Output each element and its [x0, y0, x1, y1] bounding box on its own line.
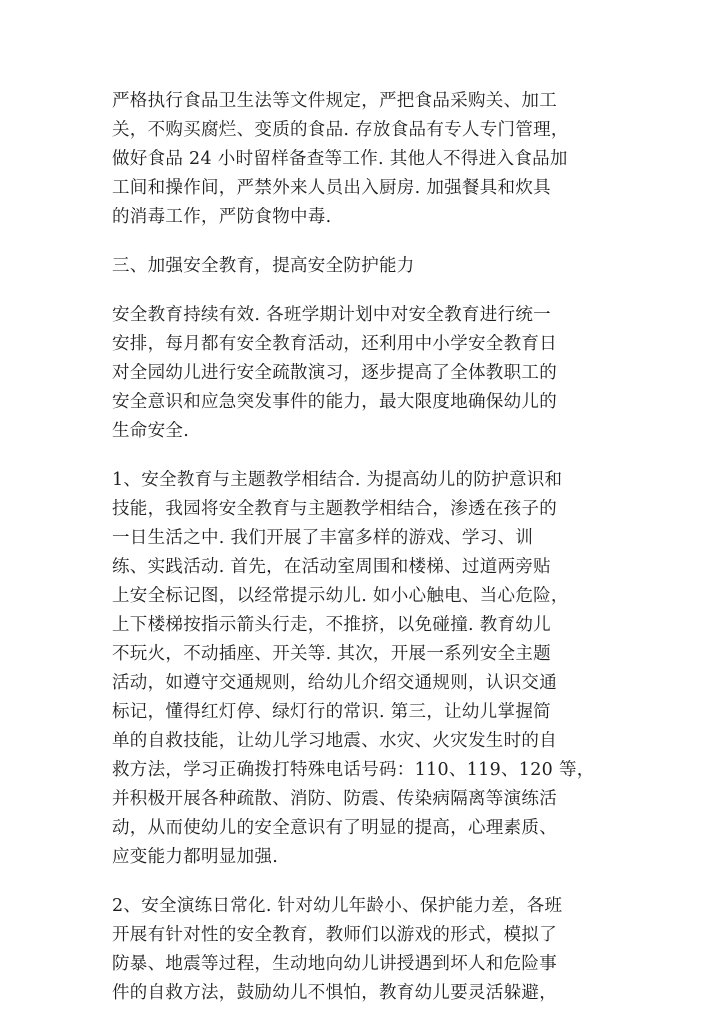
- paragraph-line: 安全意识和应急突发事件的能力，最大限度地确保幼儿的: [112, 392, 557, 412]
- paragraph-line: 技能，我园将安全教育与主题教学相结合，渗透在孩子的: [112, 499, 557, 519]
- paragraph-line: 对全园幼儿进行安全疏散演习，逐步提高了全体教职工的: [112, 363, 557, 383]
- paragraph-line: 防暴、地震等过程，生动地向幼儿讲授遇到坏人和危险事: [112, 954, 557, 974]
- paragraph-line: 单的自救技能，让幼儿学习地震、水灾、火灾发生时的自: [112, 731, 557, 751]
- section-heading: 三、加强安全教育，提高安全防护能力: [112, 256, 415, 276]
- paragraph-line: 开展有针对性的安全教育，教师们以游戏的形式，模拟了: [112, 925, 557, 945]
- paragraph-line: 不玩火，不动插座、开关等. 其次，开展一系列安全主题: [112, 644, 551, 664]
- paragraph-line: 安全教育持续有效. 各班学期计划中对安全教育进行统一: [112, 305, 551, 325]
- paragraph-line: 应变能力都明显加强.: [112, 847, 279, 867]
- paragraph-line: 件的自救方法，鼓励幼儿不惧怕，教育幼儿要灵活躲避，: [112, 983, 557, 1003]
- paragraph-line: 工间和操作间，严禁外来人员出入厨房. 加强餐具和炊具: [112, 178, 551, 198]
- paragraph-line: 做好食品 24 小时留样备查等工作. 其他人不得进入食品加: [112, 149, 568, 169]
- paragraph-line: 2、安全演练日常化. 针对幼儿年龄小、保护能力差，各班: [112, 896, 563, 916]
- paragraph-line: 上安全标记图，以经常提示幼儿. 如小心触电、当心危险，: [112, 586, 569, 606]
- paragraph-line: 严格执行食品卫生法等文件规定，严把食品采购关、加工: [112, 91, 557, 111]
- paragraph-line: 安排，每月都有安全教育活动，还利用中小学安全教育日: [112, 334, 557, 354]
- paragraph-line: 活动，如遵守交通规则，给幼儿介绍交通规则，认识交通: [112, 673, 557, 693]
- paragraph-line: 上下楼梯按指示箭头行走，不推挤，以免碰撞. 教育幼儿: [112, 615, 551, 635]
- paragraph-line: 并积极开展各种疏散、消防、防震、传染病隔离等演练活: [112, 789, 557, 809]
- paragraph-line: 关，不购买腐烂、变质的食品. 存放食品有专人专门管理，: [112, 120, 569, 140]
- paragraph-line: 1、安全教育与主题教学相结合. 为提高幼儿的防护意识和: [112, 470, 563, 490]
- paragraph-line: 救方法，学习正确拨打特殊电话号码：110、119、120 等，: [112, 760, 595, 780]
- paragraph-line: 一日生活之中. 我们开展了丰富多样的游戏、学习、训: [112, 528, 534, 548]
- paragraph-line: 练、实践活动. 首先，在活动室周围和楼梯、过道两旁贴: [112, 557, 551, 577]
- paragraph-line: 的消毒工作，严防食物中毒.: [112, 207, 332, 227]
- paragraph-line: 生命安全.: [112, 421, 190, 441]
- paragraph-line: 标记，懂得红灯停、绿灯行的常识. 第三，让幼儿掌握简: [112, 702, 551, 722]
- paragraph-line: 动，从而使幼儿的安全意识有了明显的提高，心理素质、: [112, 818, 557, 838]
